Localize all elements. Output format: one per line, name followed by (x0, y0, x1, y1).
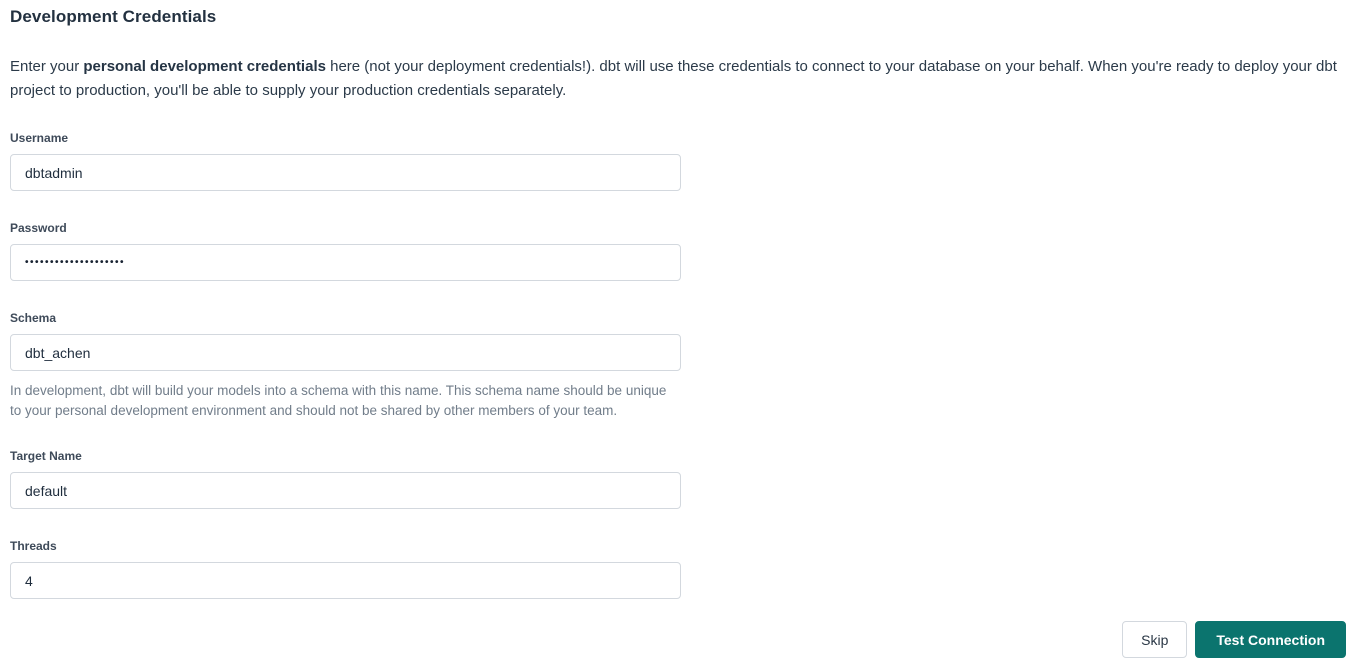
target-name-label: Target Name (10, 449, 82, 463)
intro-text (10, 55, 1342, 103)
username-label: Username (10, 131, 69, 145)
footer-actions (10, 621, 1346, 658)
target-name-field-group (10, 449, 1346, 509)
password-input[interactable] (10, 244, 681, 281)
test-connection-button[interactable]: Test Connection (1195, 621, 1346, 658)
schema-label: Schema (10, 311, 57, 325)
schema-input[interactable] (10, 334, 681, 371)
page-title: Development Credentials (10, 7, 217, 26)
schema-field-group (10, 311, 1346, 421)
username-field-group (10, 131, 1346, 191)
password-label: Password (10, 221, 67, 235)
threads-input[interactable] (10, 562, 681, 599)
schema-help-text: In development, dbt will build your models into a schema with this name. This schema name should be unique to your personal development environment and should not be shared by other members of your team. (10, 383, 667, 418)
username-input[interactable] (10, 154, 681, 191)
intro-bold: personal development credentials (83, 58, 326, 75)
threads-label: Threads (10, 539, 57, 553)
credentials-form (10, 131, 1346, 599)
skip-button[interactable]: Skip (1122, 621, 1187, 658)
intro-prefix: Enter your (10, 58, 84, 75)
password-field-group (10, 221, 1346, 281)
intro-suffix: here (not your deployment credentials!). dbt will use these credentials to connect to your database on your behalf. When you're ready to deploy your dbt project to production, you'll be able to supply your production credentials separately. (10, 58, 1337, 99)
threads-field-group (10, 539, 1346, 599)
target-name-input[interactable] (10, 472, 681, 509)
